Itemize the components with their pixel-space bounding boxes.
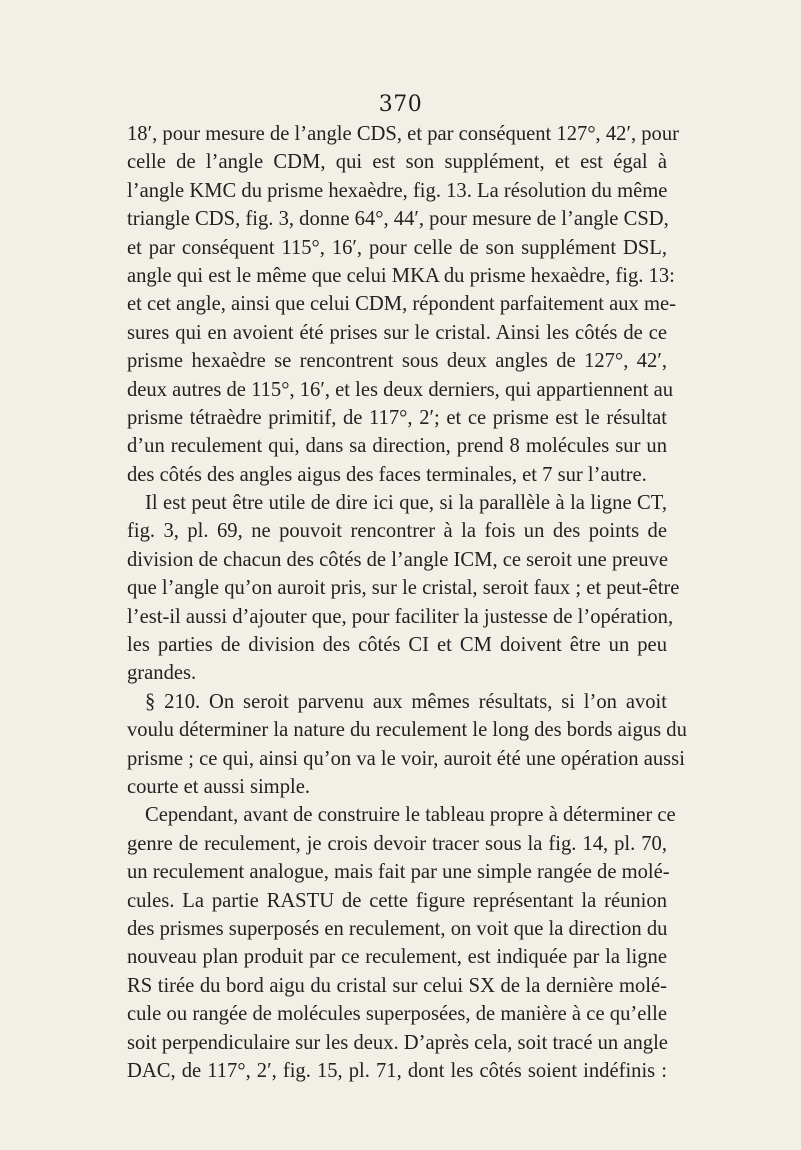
- text-line: 18′, pour mesure de l’angle CDS, et par conséquent 127°, 42′, pour: [127, 123, 679, 145]
- text-line: des côtés des angles aigus des faces terminales, et 7 sur l’autre.: [127, 463, 647, 486]
- text-line: nouveau plan produit par ce reculement, est indiquée par la ligne: [127, 946, 667, 969]
- text-line: RS tirée du bord aigu du cristal sur celui SX de la dernière molé-: [127, 974, 667, 997]
- text-line: les parties de division des côtés CI et CM doivent être un peu: [127, 634, 667, 657]
- text-line: d’un reculement qui, dans sa direction, prend 8 molécules sur un: [127, 435, 667, 458]
- text-line: cules. La partie RASTU de cette figure représentant la réunion: [127, 889, 667, 912]
- text-line: triangle CDS, fig. 3, donne 64°, 44′, pour mesure de l’angle CSD,: [127, 208, 669, 231]
- text-line: et par conséquent 115°, 16′, pour celle de son supplément DSL,: [127, 236, 667, 259]
- text-line: courte et aussi simple.: [127, 775, 311, 798]
- body-text: [127, 120, 687, 1085]
- text-line: prisme hexaèdre se rencontrent sous deux angles de 127°, 42′,: [127, 350, 667, 373]
- page-number: 370: [378, 92, 423, 117]
- text-line: sures qui en avoient été prises sur le cristal. Ainsi les côtés de ce: [127, 321, 667, 344]
- text-line: Il est peut être utile de dire ici que, si la parallèle à la ligne CT,: [145, 492, 667, 515]
- text-line: et cet angle, ainsi que celui CDM, répondent parfaitement aux me-: [127, 293, 676, 316]
- text-line: § 210. On seroit parvenu aux mêmes résultats, si l’on avoit: [145, 690, 667, 713]
- text-line: DAC, de 117°, 2′, fig. 15, pl. 71, dont les côtés soient indéfinis :: [127, 1059, 667, 1082]
- text-line: grandes.: [127, 662, 197, 685]
- text-line: des prismes superposés en reculement, on voit que la direction du: [127, 917, 668, 940]
- text-line: un reculement analogue, mais fait par une simple rangée de molé-: [127, 861, 670, 884]
- text-line: fig. 3, pl. 69, ne pouvoit rencontrer à la fois un des points de: [127, 520, 667, 543]
- text-line: Cependant, avant de construire le tableau propre à déterminer ce: [145, 804, 676, 827]
- text-line: soit perpendiculaire sur les deux. D’après cela, soit tracé un angle: [127, 1031, 668, 1054]
- text-line: genre de reculement, je crois devoir tracer sous la fig. 14, pl. 70,: [127, 832, 667, 855]
- text-line: l’angle KMC du prisme hexaèdre, fig. 13. La résolution du même: [127, 179, 668, 202]
- text-line: deux autres de 115°, 16′, et les deux derniers, qui appartiennent au: [127, 378, 674, 401]
- text-line: l’est-il aussi d’ajouter que, pour faciliter la justesse de l’opération,: [127, 605, 674, 628]
- text-line: prisme ; ce qui, ainsi qu’on va le voir, auroit été une opération aussi: [127, 747, 685, 770]
- text-line: division de chacun des côtés de l’angle ICM, ce seroit une preuve: [127, 548, 668, 571]
- text-line: que l’angle qu’on auroit pris, sur le cristal, seroit faux ; et peut-être: [127, 577, 680, 600]
- text-line: celle de l’angle CDM, qui est son supplément, et est égal à: [127, 151, 667, 174]
- text-line: cule ou rangée de molécules superposées, de manière à ce qu’elle: [127, 1003, 667, 1026]
- text-line: angle qui est le même que celui MKA du prisme hexaèdre, fig. 13:: [127, 264, 675, 287]
- text-line: prisme tétraèdre primitif, de 117°, 2′; et ce prisme est le résultat: [127, 406, 667, 429]
- text-line: voulu déterminer la nature du reculement le long des bords aigus du: [127, 719, 687, 742]
